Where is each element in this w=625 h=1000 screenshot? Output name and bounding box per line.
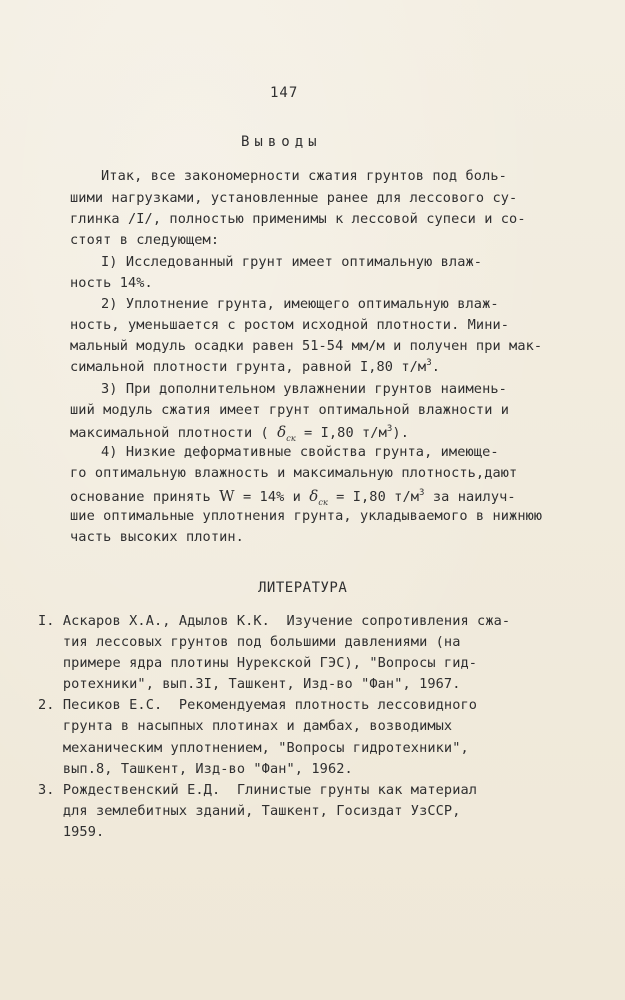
density-subscript: ск [318, 498, 328, 507]
conclusion-4-line-2: го оптимальную влажность и максимальную плотность,дают [70, 465, 518, 481]
conclusion-2-line-1: 2) Уплотнение грунта, имеющего оптимальную влаж- [101, 296, 499, 312]
literature-line: I. Аскаров Х.А., Адылов К.К. Изучение сопротивления сжа- [38, 613, 511, 629]
page-number: 147 [270, 85, 299, 101]
conclusion-4-line-5: часть высоких плотин. [70, 529, 244, 545]
conclusion-1-line-1: I) Исследованный грунт имеет оптимальную влаж- [101, 254, 483, 270]
close-paren: ). [392, 425, 409, 441]
conclusion-3-line-1: 3) При дополнительном увлажнении грунтов наимень- [101, 381, 507, 397]
literature-line: ротехники", вып.3I, Ташкент, Изд-во "Фан", 1967. [38, 676, 461, 692]
conclusion-4-line-1: 4) Низкие деформативные свойства грунта, имеюще- [101, 444, 499, 460]
conclusion-3-line-3-text: максимальной плотности ( [70, 425, 269, 441]
cube-superscript: 3 [419, 488, 425, 498]
moisture-symbol: W [219, 487, 235, 505]
literature-line: грунта в насыпных плотинах и дамбах, возводимых [38, 718, 453, 734]
literature-line: для землебитных зданий, Ташкент, Госиздат УзССР, [38, 803, 461, 819]
period-mark: . [431, 359, 441, 375]
intro-line-2: шими нагрузками, установленные ранее для лессового су- [70, 190, 518, 206]
intro-line-3: глинка /I/, полностью применимы к лессовой супеси и со- [70, 211, 526, 227]
literature-line: механическим уплотнением, "Вопросы гидротехники", [38, 740, 469, 756]
literature-line: вып.8, Ташкент, Изд-во "Фан", 1962. [38, 761, 353, 777]
conclusions-heading: Выводы [241, 134, 322, 150]
conclusion-3-line-2: ший модуль сжатия имеет грунт оптимальной влажности и [70, 402, 510, 418]
conclusion-4-line-4: шие оптимальные уплотнения грунта, укладываемого в нижнюю [70, 508, 543, 524]
conclusion-2-line-4 [70, 359, 440, 375]
density-symbol: δ [309, 487, 319, 505]
moisture-value: = 14% и [242, 489, 301, 505]
density-symbol: δ [277, 423, 287, 441]
cube-superscript: 3 [426, 358, 432, 368]
conclusion-3-line-3 [70, 423, 409, 441]
conclusion-1-line-2: ность 14%. [70, 275, 153, 291]
intro-line-4: стоят в следующем: [70, 232, 220, 248]
conclusion-4-lead: основание принять [70, 489, 211, 505]
density-subscript: ск [286, 434, 296, 443]
literature-line: тия лессовых грунтов под большими давлениями (на [38, 634, 461, 650]
conclusion-4-line-3 [70, 487, 516, 505]
conclusion-2-line-3: мальный модуль осадки равен 51-54 мм/м и получен при мак- [70, 338, 543, 354]
cube-superscript: 3 [386, 424, 393, 434]
literature-line: 3. Рождественский Е.Д. Глинистые грунты как материал [38, 782, 478, 798]
intro-line-1: Итак, все закономерности сжатия грунтов под боль- [101, 168, 507, 184]
literature-line: 1959. [38, 824, 105, 840]
conclusion-2-line-4-text: симальной плотности грунта, равной I,80 т/м [70, 359, 427, 375]
literature-heading: ЛИТЕРАТУРА [258, 580, 348, 596]
conclusion-4-tail: за наилуч- [432, 489, 516, 505]
conclusion-2-line-2: ность, уменьшается с ростом исходной плотности. Мини- [70, 317, 510, 333]
conclusion-3-value: = I,80 т/м [304, 425, 387, 441]
density-value: = I,80 т/м [336, 489, 420, 505]
literature-line: примере ядра плотины Нурекской ГЭС), "Вопросы гид- [38, 655, 478, 671]
literature-line: 2. Песиков Е.С. Рекомендуемая плотность лессовидного [38, 697, 478, 713]
